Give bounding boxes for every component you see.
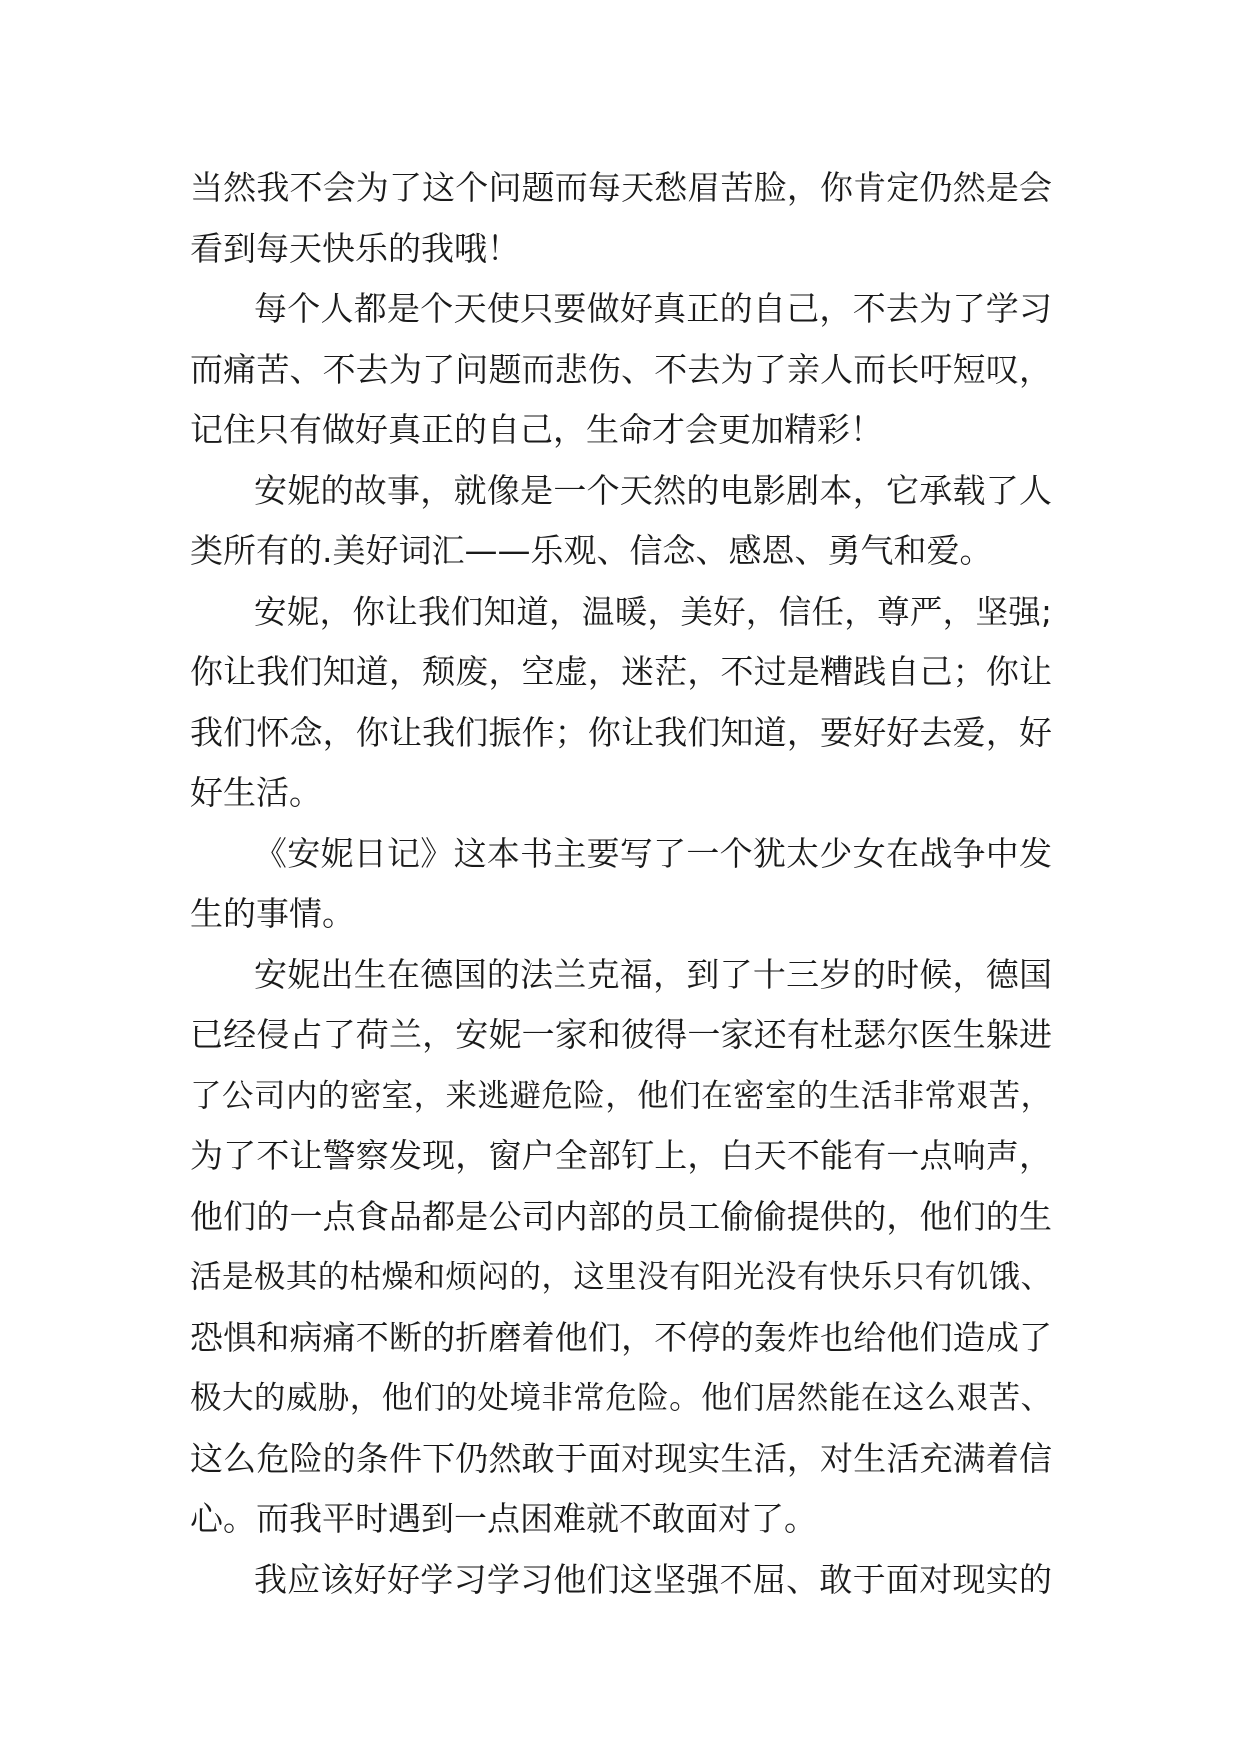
paragraph-line: 生的事情。 [190,894,355,933]
paragraph-line: 他们的一点食品都是公司内部的员工偷偷提供的，他们的生 [190,1196,1052,1236]
paragraph-first-line: 安妮，你让我们知道，温暖，美好，信任，尊严，坚强; [254,592,1052,631]
paragraph-line: 好生活。 [190,773,322,812]
paragraph-first-line: 《安妮日记》这本书主要写了一个犹太少女在战争中发 [254,833,1052,873]
paragraph-line: 极大的威胁，他们的处境非常危险。他们居然能在这么艰苦、 [190,1380,1052,1416]
paragraph-line: 当然我不会为了这个问题而每天愁眉苦脸，你肯定仍然是会 [190,168,1052,207]
paragraph-line: 这么危险的条件下仍然敢于面对现实生活，对生活充满着信 [190,1438,1052,1478]
paragraph-line: 类所有的.美好词汇——乐观、信念、感恩、勇气和爱。 [190,531,993,570]
paragraph-line: 恐惧和病痛不断的折磨着他们，不停的轰炸也给他们造成了 [190,1317,1052,1357]
paragraph-line: 看到每天快乐的我哦！ [190,228,520,268]
paragraph-line: 记住只有做好真正的自己，生命才会更加精彩！ [190,410,883,449]
paragraph-line: 心。而我平时遇到一点困难就不敢面对了。 [190,1499,817,1538]
paragraph-first-line: 安妮出生在德国的法兰克福，到了十三岁的时候，德国 [254,954,1052,994]
paragraph-first-line: 我应该好好学习学习他们这坚强不屈、敢于面对现实的 [254,1559,1052,1599]
paragraph-line: 你让我们知道，颓废，空虚，迷茫，不过是糟践自己；你让 [190,652,1052,691]
document-body [190,158,1052,1610]
paragraph-line: 了公司内的密室，来逃避危险，他们在密室的生活非常艰苦， [190,1077,1052,1114]
paragraph-line: 为了不让警察发现，窗户全部钉上，白天不能有一点响声， [190,1136,1052,1175]
paragraph-line: 我们怀念，你让我们振作；你让我们知道，要好好去爱，好 [190,712,1052,752]
paragraph-first-line: 安妮的故事，就像是一个天然的电影剧本，它承载了人 [254,470,1052,510]
paragraph-first-line: 每个人都是个天使只要做好真正的自己，不去为了学习 [254,289,1052,328]
paragraph-line: 已经侵占了荷兰，安妮一家和彼得一家还有杜瑟尔医生躲进 [190,1015,1052,1054]
paragraph-line: 活是极其的枯燥和烦闷的，这里没有阳光没有快乐只有饥饿、 [190,1259,1052,1295]
paragraph-line: 而痛苦、不去为了问题而悲伤、不去为了亲人而长吁短叹， [190,349,1052,389]
